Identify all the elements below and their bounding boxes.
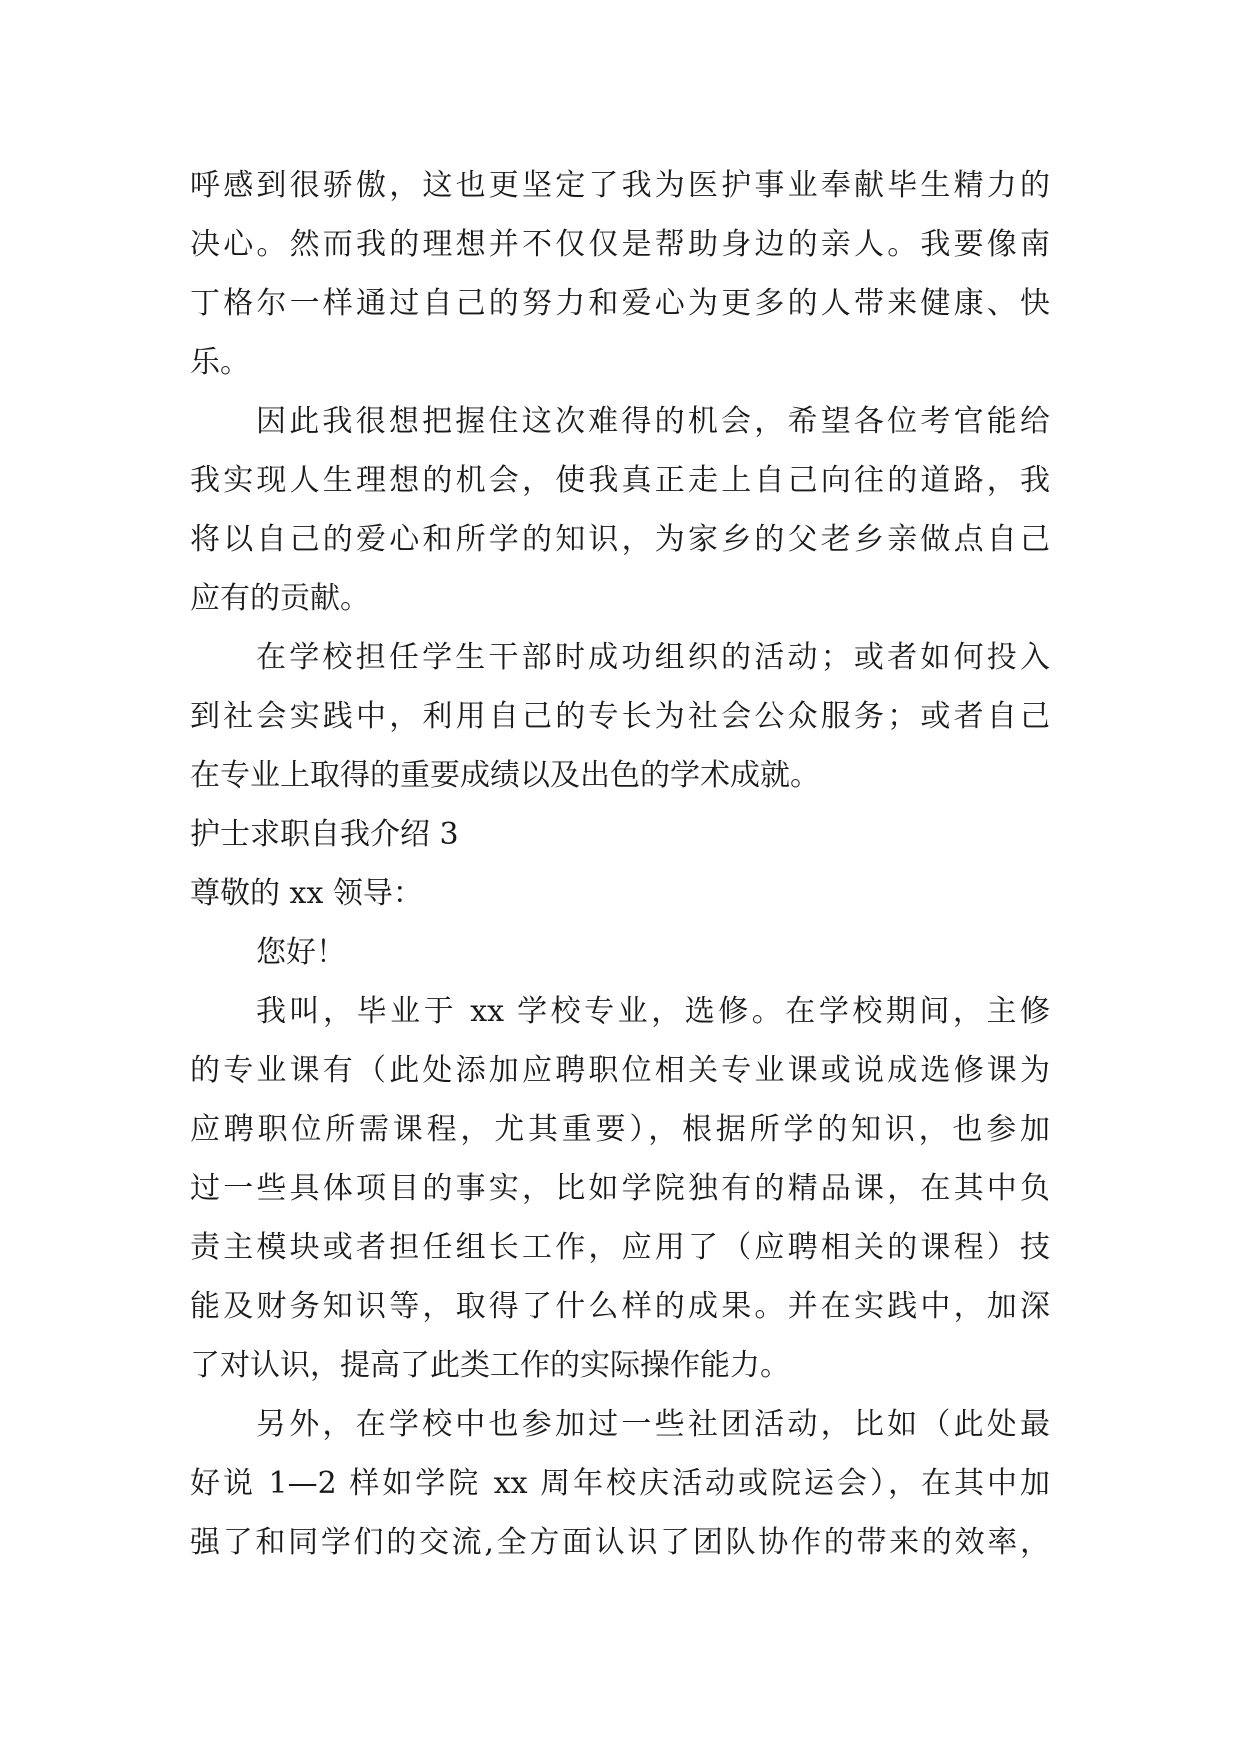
text-line: 在专业上取得的重要成绩以及出色的学术成就。	[190, 758, 820, 793]
text-line: 在学校担任学生干部时成功组织的活动；或者如何投入	[256, 640, 1050, 675]
text-line: 将以自己的爱心和所学的知识，为家乡的父老乡亲做点自己	[190, 522, 1050, 557]
text-line: 尊敬的 xx 领导：	[190, 876, 423, 911]
text-line: 我叫，毕业于 xx 学校专业，选修。在学校期间，主修	[256, 994, 1050, 1029]
text-line: 乐。	[190, 345, 250, 380]
text-line: 因此我很想把握住这次难得的机会，希望各位考官能给	[256, 404, 1050, 439]
text-line: 过一些具体项目的事实，比如学院独有的精品课，在其中负	[190, 1171, 1050, 1206]
text-line: 了对认识，提高了此类工作的实际操作能力。	[190, 1348, 790, 1383]
text-line: 好说 1—2 样如学院 xx 周年校庆活动或院运会），在其中加	[190, 1466, 1050, 1501]
text-line: 的专业课有（此处添加应聘职位相关专业课或说成选修课为	[190, 1053, 1050, 1088]
text-line: 呼感到很骄傲，这也更坚定了我为医护事业奉献毕生精力的	[190, 168, 1050, 203]
text-line: 责主模块或者担任组长工作，应用了（应聘相关的课程）技	[190, 1230, 1050, 1265]
text-line: 我实现人生理想的机会，使我真正走上自己向往的道路，我	[190, 463, 1050, 498]
text-line: 丁格尔一样通过自己的努力和爱心为更多的人带来健康、快	[190, 286, 1050, 321]
text-line: 到社会实践中，利用自己的专长为社会公众服务；或者自己	[190, 699, 1050, 734]
section-heading: 护士求职自我介绍 3	[190, 817, 459, 852]
text-line: 能及财务知识等，取得了什么样的成果。并在实践中，加深	[190, 1289, 1050, 1324]
document-page	[190, 156, 1050, 1572]
text-line: 应聘职位所需课程，尤其重要），根据所学的知识，也参加	[190, 1112, 1050, 1147]
text-line: 强了和同学们的交流,全方面认识了团队协作的带来的效率，	[190, 1525, 1050, 1560]
text-line: 应有的贡献。	[190, 581, 370, 616]
text-line: 另外，在学校中也参加过一些社团活动，比如（此处最	[256, 1407, 1050, 1442]
text-line: 决心。然而我的理想并不仅仅是帮助身边的亲人。我要像南	[190, 227, 1050, 262]
text-line: 您好！	[256, 935, 346, 970]
